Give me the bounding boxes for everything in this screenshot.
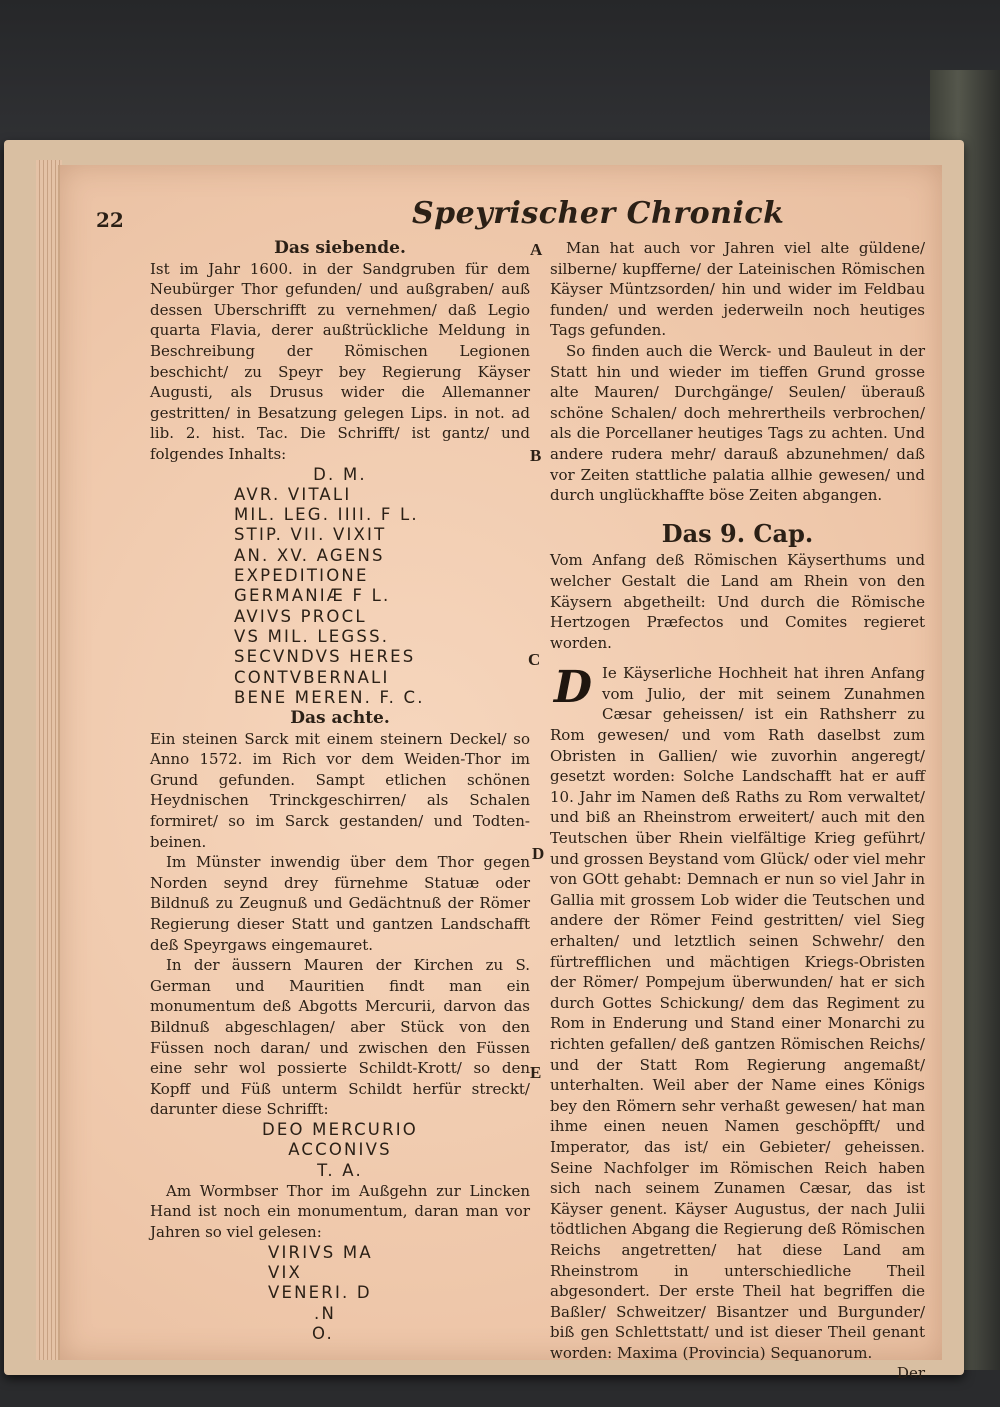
inscription-line: EXPEDITIONE bbox=[234, 566, 369, 586]
inscription-line: AN. XV. AGENS bbox=[234, 545, 385, 565]
margin-letter-a: A bbox=[530, 240, 543, 259]
margin-letter-b: B bbox=[530, 446, 542, 465]
margin-letter-e: E bbox=[530, 1063, 542, 1082]
inscription-line: BENE MEREN. F. C. bbox=[234, 687, 425, 707]
chapter-text: Ie Käyserliche Hochheit hat ihren Anfang vom Julio, der mit seinem Zunahmen Cæsar geheissen/ ist ein Rathsherr zu Rom gewesen/ und vom Rath daselbst zum Obristen in Gallien/ wie zuvorhin angeregt/ gesetzt worden: Solche Landschafft hat er auff 10. Jahr im Namen deß Raths zu Rom verwaltet/ und biß an Rheinstrom erweitert/ auch mit den Teutschen über Rhein vielfältige Krieg geführt/ und grossen Beystand vom Glück/ oder viel mehr von GOtt gehabt: Demnach er nun so viel Jahr in Gallia mit grossem Lob wider die Teutschen und andere der Römer Feind gestritten/ viel Sieg erhalten/ und letztlich seinen Schwehr/ den fürtrefflichen und mächtigen Kriegs-Obristen der Römer/ Pompejum überwunden/ hat er sich durch Gottes Schickung/ dem das Regiment zu Rom in Enderung und Stand einer Monarchi zu richten gefallen/ deß gantzen Römischen Reichs/ und der Statt Rom Regierung angemaßt/ unterhalten. Weil aber der Name eines Königs bey den Römern sehr verhaßt gewesen/ hat man ihme einen neuen Namen geschöpfft/ und Imperator, das ist/ ein Gebieter/ geheissen. Seine Nachfolger im Römischen Reich haben sich nach seinem Zunamen Cæsar, das ist Käyser genent. Käyser Augustus, der nach Julii tödtlichen Abgang die Regierung deß Römischen Reichs angetretten/ hat diese Land am Rheinstrom in unterschiedliche Theil abgesondert. Der erste Theil hat begriffen die Baßler/ Schweitzer/ Bisantzer und Burgunder/ biß gen Schlettstatt/ und ist dieser Theil genant worden: Maxima (Provincia) Sequanorum. bbox=[550, 664, 925, 1362]
running-title: Speyrischer Chronick bbox=[412, 196, 785, 231]
decorated-initial: D bbox=[553, 662, 593, 714]
scan-background bbox=[0, 0, 1000, 150]
section-8-paragraph: Ein steinen Sarck mit einem steinern Deckel/ so Anno 1572. im Rich vor dem Weiden-Thor im Grund gefunden. Sampt etlichen schönen Heydnischen Trinckgeschirren/ als Schalen formiret/ so im Sarck gestanden/ und Todten-beinen. bbox=[150, 729, 530, 851]
section-7-text: Ist im Jahr 1600. in der Sandgruben für dem Neubürger Thor gefunden/ und außgraben/ auß dessen Uberschrifft zu vernehmen/ daß Legio quarta Flavia, derer außtrückliche Meldung in Beschreibung der Römischen Legionen beschicht/ zu Speyr bey Regierung Käyser Augusti, als Drusus wider die Allemanner gestritten/ in Besatzung gelegen Lips. in not. ad lib. 2. hist. Tac. Die Schrifft/ ist gantz/ und folgendes Inhalts: bbox=[150, 259, 530, 463]
margin-letter-d: D bbox=[532, 844, 545, 863]
inscription-virius bbox=[150, 1243, 530, 1344]
inscription-line: STIP. VII. VIXIT bbox=[234, 525, 387, 545]
right-column bbox=[550, 238, 925, 1384]
margin-letter-c: C bbox=[528, 650, 541, 669]
section-8-paragraph: Am Wormbser Thor im Außgehn zur Lincken Hand ist noch ein monumentum, daran man vor Jahren so viel gelesen: bbox=[150, 1181, 530, 1242]
inscription-line: O. bbox=[312, 1323, 334, 1343]
inscription-line: VIRIVS MA bbox=[268, 1242, 373, 1262]
inscription-line: VIX bbox=[268, 1262, 303, 1282]
inscription-line: GERMANIÆ F L. bbox=[234, 586, 391, 606]
inscription-vitalis bbox=[150, 465, 530, 709]
catchword: Der bbox=[896, 1364, 925, 1383]
inscription-line: AVIVS PROCL bbox=[234, 606, 367, 626]
chapter-summary: Vom Anfang deß Römischen Käyserthums und welcher Gestalt die Land am Rhein von den Käysern abgetheilt: Und durch die Römische Hertzogen Præfectos und Comites regieret worden. bbox=[550, 551, 925, 652]
inscription-line: T. A. bbox=[317, 1160, 363, 1180]
inscription-mercurius bbox=[150, 1120, 530, 1181]
inscription-line: VENERI. D bbox=[268, 1283, 372, 1303]
paragraph-coins: Man hat auch vor Jahren viel alte güldene/ silberne/ kupfferne/ der Lateinischen Römischen Käyser Müntzsorden/ hin und wider im Feldbau funden/ und werden jederweiln noch heutiges Tags gefunden. bbox=[550, 239, 925, 340]
inscription-line: MIL. LEG. IIII. F L. bbox=[234, 505, 419, 525]
inscription-line: CONTVBERNALI bbox=[234, 667, 390, 687]
page-number: 22 bbox=[96, 208, 124, 232]
section-8-paragraph: In der äussern Mauren der Kirchen zu S. German und Mauritien findt man ein monumentum deß Abgotts Mercurii, darvon das Bildnuß abgeschlagen/ aber Stück von den Füssen noch daran/ und zwischen den Füssen eine sehr wol possierte Schildt-Krott/ so den Kopff und Füß unterm Schildt herfür streckt/ darunter diese Schrifft: bbox=[150, 956, 530, 1119]
inscription-line: .N bbox=[314, 1303, 336, 1323]
inscription-line: VS MIL. LEGSS. bbox=[234, 626, 390, 646]
section-heading-7: Das siebende. bbox=[274, 238, 406, 258]
left-column bbox=[150, 238, 530, 1344]
chapter-body bbox=[550, 663, 925, 1363]
section-heading-8: Das achte. bbox=[290, 708, 390, 729]
inscription-line: SECVNDVS HERES bbox=[234, 647, 416, 667]
chapter-title: Das 9. Cap. bbox=[661, 518, 814, 548]
page-header bbox=[96, 196, 926, 236]
inscription-line: D. M. bbox=[313, 464, 367, 484]
section-8-paragraph: Im Münster inwendig über dem Thor gegen Norden seynd drey fürnehme Statuæ oder Bildnuß zu Zeugnuß und Gedächtnuß der Römer Regierung dieser Statt und gantzen Landschafft deß Speyrgaws eingemauret. bbox=[150, 853, 530, 954]
inscription-line: ACCONIVS bbox=[288, 1140, 392, 1160]
inscription-line: DEO MERCURIO bbox=[262, 1119, 418, 1139]
paragraph-ruins: So finden auch die Werck- und Bauleut in der Statt hin und wieder im tieffen Grund grosse alte Mauren/ Durchgänge/ Seulen/ überauß schöne Schalen/ doch mehrertheils verbrochen/ als die Porcellaner heutiges Tags zu achten. Und andere rudera mehr/ darauß abzunehmen/ daß vor Zeiten stattliche palatia allhie gewesen/ und durch unglückhaffte böse Zeiten abgangen. bbox=[550, 341, 925, 505]
inscription-line: AVR. VITALI bbox=[234, 484, 352, 504]
